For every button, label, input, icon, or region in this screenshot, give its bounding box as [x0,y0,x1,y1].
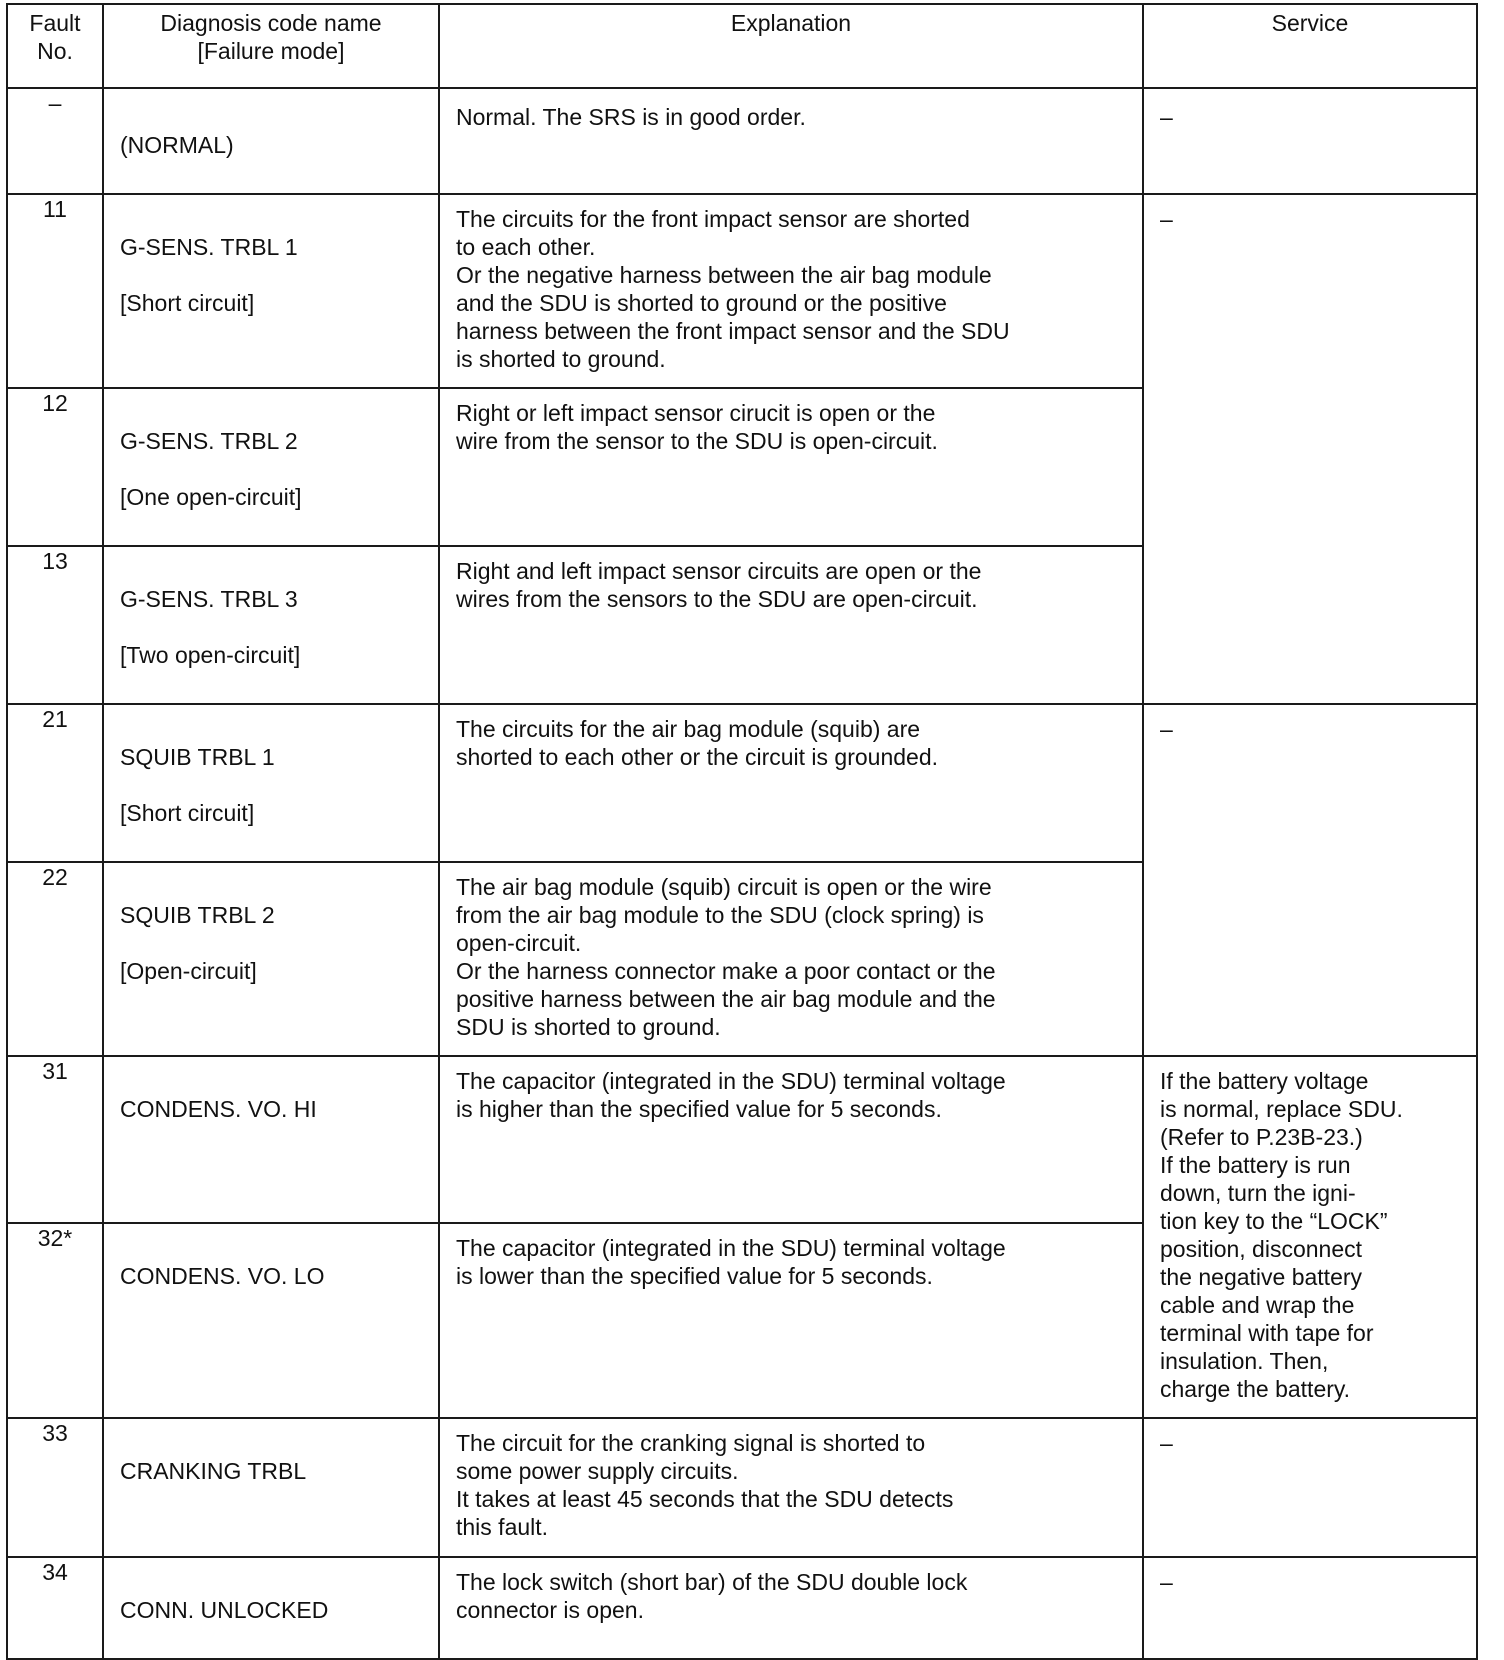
header-row [7,4,1477,88]
diagnosis-code-cell [103,88,439,194]
header-fault-no: Fault No. [7,4,103,88]
code-name: CONN. UNLOCKED [120,1597,329,1623]
diagnosis-code-cell [103,1418,439,1557]
fault-no-cell: 11 [7,194,103,388]
code-name: G-SENS. TRBL 3 [120,586,298,612]
failure-mode: [Open-circuit] [120,958,257,984]
code-name: G-SENS. TRBL 1 [120,234,298,260]
failure-mode: [Short circuit] [120,800,255,826]
header-explanation: Explanation [439,4,1143,88]
explanation-cell: The capacitor (integrated in the SDU) terminal voltage is lower than the specified value for 5 seconds. [439,1223,1143,1418]
diagnosis-code-cell [103,388,439,546]
code-name: CONDENS. VO. HI [120,1096,317,1122]
header-diagnosis-code-name [103,4,439,88]
fault-no-cell: 32* [7,1223,103,1418]
fault-diagnosis-table [6,3,1478,1660]
failure-mode: [Short circuit] [120,290,255,316]
explanation-cell: Normal. The SRS is in good order. [439,88,1143,194]
fault-no-cell: 22 [7,862,103,1056]
explanation-cell: The circuit for the cranking signal is shorted to some power supply circuits. It takes at least 45 seconds that the SDU detects this fault. [439,1418,1143,1557]
service-cell: If the battery voltage is normal, replace SDU. (Refer to P.23B-23.) If the battery is run down, turn the igni- tion key to the “LOCK” position, disconnect the negative battery cable and wrap the terminal with tape for insulation. Then, charge the battery. [1143,1056,1477,1418]
code-name: CRANKING TRBL [120,1458,307,1484]
service-cell: – [1143,1418,1477,1557]
table-row [7,88,1477,194]
service-cell: – [1143,194,1477,704]
fault-no-cell: 33 [7,1418,103,1557]
explanation-cell: The circuits for the air bag module (squib) are shorted to each other or the circuit is grounded. [439,704,1143,862]
header-diag-name: Diagnosis code name [160,10,382,36]
fault-no-cell: 12 [7,388,103,546]
table-row [7,704,1477,862]
table-row [7,194,1477,388]
explanation-cell: The capacitor (integrated in the SDU) terminal voltage is higher than the specified value for 5 seconds. [439,1056,1143,1223]
header-diag-mode: [Failure mode] [197,38,345,64]
fault-no-cell: 21 [7,704,103,862]
explanation-cell: The lock switch (short bar) of the SDU double lock connector is open. [439,1557,1143,1659]
fault-no-cell: – [7,88,103,194]
table-row [7,1418,1477,1557]
service-cell: – [1143,88,1477,194]
diagnosis-code-cell [103,194,439,388]
explanation-cell: The circuits for the front impact sensor are shorted to each other. Or the negative harness between the air bag module and the SDU is shorted to ground or the positive harness between the front impact sensor and the SDU is shorted to ground. [439,194,1143,388]
failure-mode: [One open-circuit] [120,484,302,510]
explanation-cell: Right or left impact sensor cirucit is open or the wire from the sensor to the SDU is open-circuit. [439,388,1143,546]
code-name: G-SENS. TRBL 2 [120,428,298,454]
code-name: SQUIB TRBL 2 [120,902,275,928]
explanation-cell: Right and left impact sensor circuits are open or the wires from the sensors to the SDU are open-circuit. [439,546,1143,704]
explanation-cell: The air bag module (squib) circuit is open or the wire from the air bag module to the SDU (clock spring) is open-circuit. Or the harness connector make a poor contact or the positive harness between the air bag module and the SDU is shorted to ground. [439,862,1143,1056]
table-row [7,1056,1477,1223]
diagnosis-code-cell [103,862,439,1056]
fault-no-cell: 34 [7,1557,103,1659]
code-name: CONDENS. VO. LO [120,1263,325,1289]
header-service: Service [1143,4,1477,88]
failure-mode: [Two open-circuit] [120,642,301,668]
code-name: SQUIB TRBL 1 [120,744,275,770]
diagnosis-code-cell [103,704,439,862]
code-name: (NORMAL) [120,132,234,158]
fault-no-cell: 13 [7,546,103,704]
table-row [7,1557,1477,1659]
fault-no-cell: 31 [7,1056,103,1223]
diagnosis-code-cell [103,1056,439,1223]
service-cell: – [1143,1557,1477,1659]
diagnosis-code-cell [103,1223,439,1418]
diagnosis-code-cell [103,546,439,704]
diagnosis-code-cell [103,1557,439,1659]
service-cell: – [1143,704,1477,1056]
